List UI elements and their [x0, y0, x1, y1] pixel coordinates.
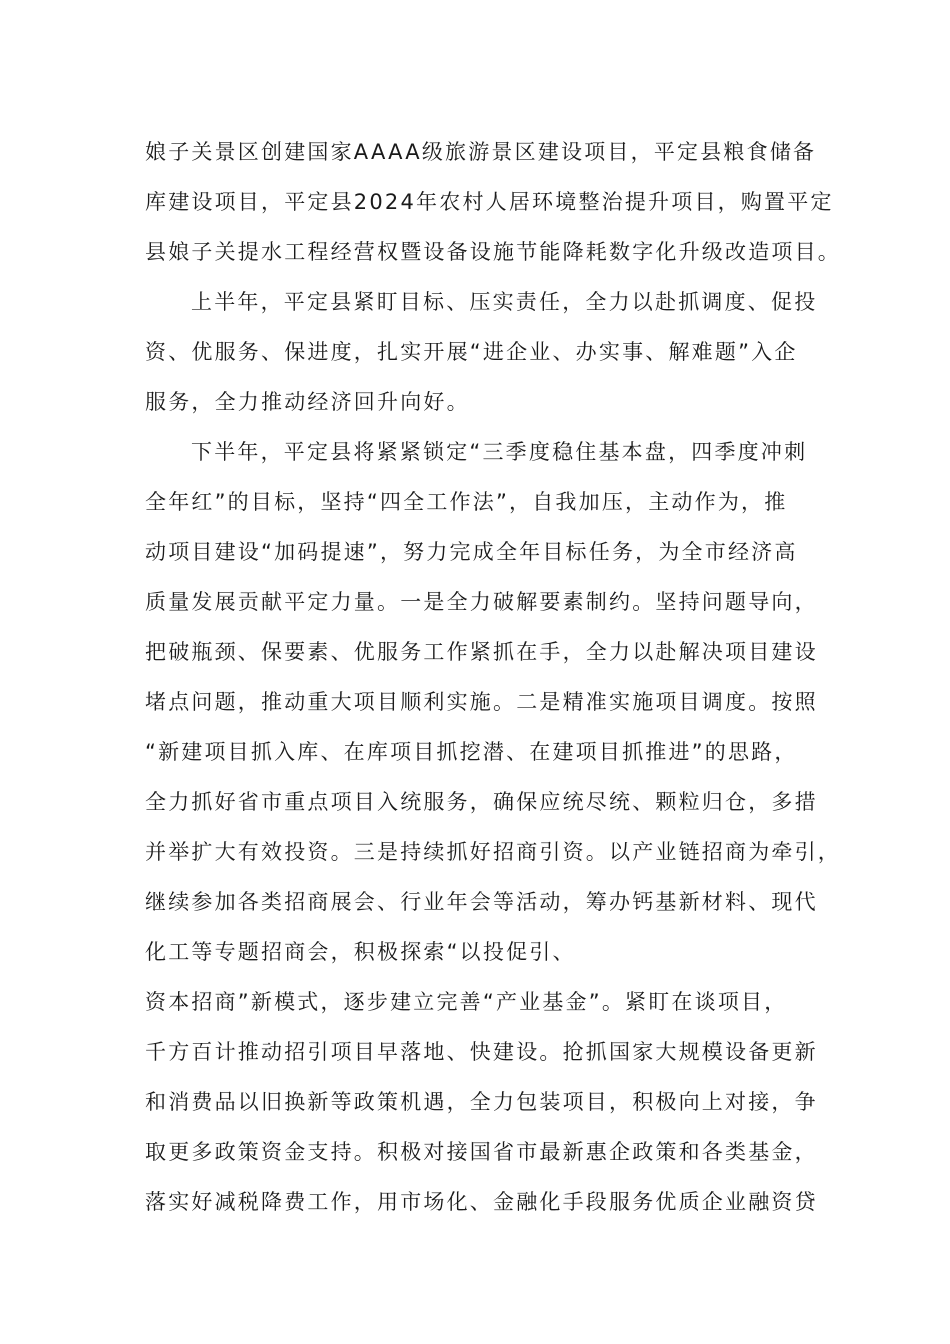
text-line-10: 质量发展贡献平定力量。一是全力破解要素制约。坚持问题导向， [145, 590, 818, 614]
text-line-8: 全年红”的目标，坚持“四全工作法”，自我加压，主动作为，推 [145, 490, 788, 514]
text-line-3: 县娘子关提水工程经营权暨设备设施节能降耗数字化升级改造项目。 [145, 240, 841, 264]
text-line-12: 堵点问题，推动重大项目顺利实施。二是精准实施项目调度。按照 [145, 690, 818, 714]
text-line-1: 娘子关景区创建国家AAAA级旅游景区建设项目，平定县粮食储备 [145, 140, 817, 164]
text-line-9: 动项目建设“加码提速”，努力完成全年目标任务，为全市经济高 [145, 540, 798, 564]
text-line-19: 千方百计推动招引项目早落地、快建设。抢抓国家大规模设备更新 [145, 1040, 818, 1064]
body-text [145, 127, 841, 1227]
text-line-14: 全力抓好省市重点项目入统服务，确保应统尽统、颗粒归仓，多措 [145, 790, 818, 814]
text-line-22: 落实好减税降费工作，用市场化、金融化手段服务优质企业融资贷 [145, 1190, 818, 1214]
text-line-20: 和消费品以旧换新等政策机遇，全力包装项目，积极向上对接，争 [145, 1090, 818, 1114]
text-line-15: 并举扩大有效投资。三是持续抓好招商引资。以产业链招商为牵引， [145, 840, 841, 864]
text-line-6: 服务，全力推动经济回升向好。 [145, 390, 470, 414]
text-line-13: “新建项目抓入库、在库项目抓挖潜、在建项目抓推进”的思路， [145, 740, 798, 764]
text-line-7: 下半年，平定县将紧紧锁定“三季度稳住基本盘，四季度冲刺 [191, 440, 808, 464]
text-line-16: 继续参加各类招商展会、行业年会等活动，筹办钙基新材料、现代 [145, 890, 818, 914]
text-line-11: 把破瓶颈、保要素、优服务工作紧抓在手，全力以赴解决项目建设 [145, 640, 818, 664]
text-line-17: 化工等专题招商会，积极探索“以投促引、 [145, 940, 576, 964]
text-line-18: 资本招商”新模式，逐步建立完善“产业基金”。紧盯在谈项目， [145, 990, 788, 1014]
text-line-4: 上半年，平定县紧盯目标、压实责任，全力以赴抓调度、促投 [191, 290, 818, 314]
text-line-2: 库建设项目，平定县2024年农村人居环境整治提升项目，购置平定 [145, 190, 834, 214]
text-line-5: 资、优服务、保进度，扎实开展“进企业、办实事、解难题”入企 [145, 340, 798, 364]
text-line-21: 取更多政策资金支持。积极对接国省市最新惠企政策和各类基金， [145, 1140, 818, 1164]
